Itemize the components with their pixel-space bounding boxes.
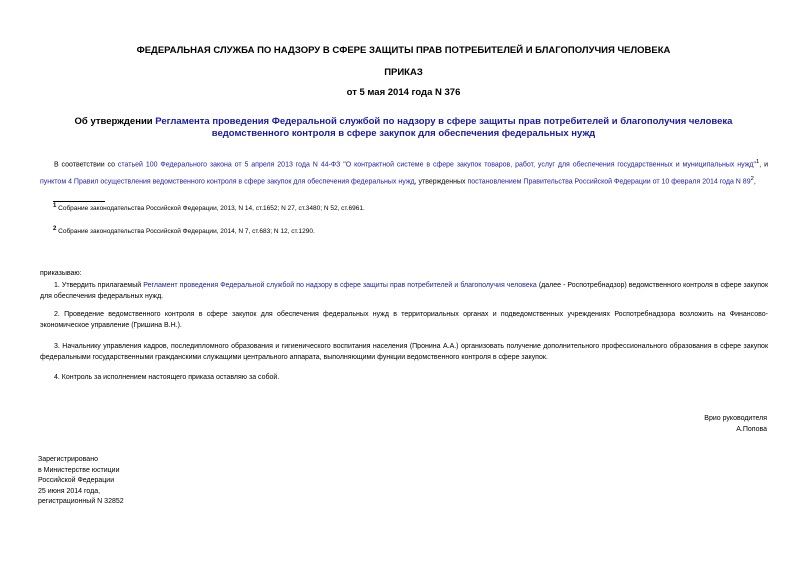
order-item-2: 2. Проведение ведомственного контроля в сфере закупок для обеспечения федеральных нужд в территориальных органах и подведомственных учреждениях Роспотребнадзора возложить на Финансово-экономическое управление (Гришина В.Н.). (40, 311, 768, 329)
regulation-link[interactable]: Регламента проведения Федеральной службой по надзору в сфере защиты прав потребителей и благополучия человека ведомственного контроля в сфере закупок для обеспечения федеральных нужд (155, 116, 733, 139)
doc-type: ПРИКАЗ (384, 67, 423, 78)
law-article-link[interactable]: статьей 100 Федерального закона от 5 апреля 2013 года N 44-ФЗ "О контрактной системе в сфере закупок товаров, работ, услуг для обеспечения государственных и муниципальных нужд" (117, 161, 756, 169)
order-item-3: 3. Начальнику управления кадров, последипломного образования и гигиенического воспитания населения (Пронина А.А.) организовать получение дополнительного профессионального образования в сфере закупок федеральными государственными гражданскими служащими центрального аппарата, выполняющими функции ведомственного контроля в сфере закупок. (40, 343, 768, 361)
resolution-link[interactable]: постановлением Правительства Российской Федерации от 10 февраля 2014 года N 89 (467, 178, 751, 186)
rules-link[interactable]: пунктом 4 Правил осуществления ведомственного контроля в сфере закупок для обеспечения федеральных нужд (40, 178, 415, 186)
order-lead: приказываю: (40, 270, 82, 277)
footnote-2: $^2$ Собрание законодательства Российской Федерации, 2014, N 7, ст.683; N 12, ст.1290. (53, 226, 315, 236)
footnote-1: $^1$ Собрание законодательства Российской Федерации, 2013, N 14, ст.1652; N 27, ст.3480; N 52, ст.6961. (53, 203, 365, 213)
doc-date-number: от 5 мая 2014 года N 376 (346, 87, 461, 98)
regulation-annex-link[interactable]: Регламент проведения Федеральной службой по надзору в сфере защиты прав потребителей и благополучия человека (143, 282, 537, 289)
footnote-ref-1[interactable]: 1 (755, 159, 760, 165)
registration-block: Зарегистрировано в Министерстве юстиции Российской Федерации 25 июня 2014 года, регистрационный N 32852 (38, 456, 124, 505)
preamble-paragraph: В соответствии со статьей 100 Федерального закона от 5 апреля 2013 года N 44-ФЗ "О контрактной системе в сфере закупок товаров, работ, услуг для обеспечения государственных и муниципальных нужд"$^1$, и пунктом 4 Правил осуществления ведомственного контроля в сфере закупок для обеспечения федеральных нужд, утвержденных постановлением Правительства Российской Федерации от 10 февраля 2014 года N $89^2$, (40, 159, 768, 186)
footnote-ref-2[interactable]: 2 (750, 176, 754, 183)
signature-title: Врио руководителя (704, 415, 767, 422)
order-item-1: 1. Утвердить прилагаемый Регламент проведения Федеральной службой по надзору в сфере защиты прав потребителей и благополучия человека (далее - Роспотребнадзор) ведомственного контроля в сфере закупок для обеспечения федеральных нужд. (40, 282, 769, 300)
agency-title: ФЕДЕРАЛЬНАЯ СЛУЖБА ПО НАДЗОРУ В СФЕРЕ ЗАЩИТЫ ПРАВ ПОТРЕБИТЕЛЕЙ И БЛАГОПОЛУЧИЯ ЧЕЛОВЕКА (136, 45, 671, 56)
signature-name: А.Попова (736, 426, 767, 433)
order-item-4: 4. Контроль за исполнением настоящего приказа оставляю за собой. (54, 374, 280, 381)
footnote-divider (53, 201, 105, 202)
doc-subject (40, 116, 767, 140)
subject-prefix: Об утверждении (74, 116, 156, 127)
